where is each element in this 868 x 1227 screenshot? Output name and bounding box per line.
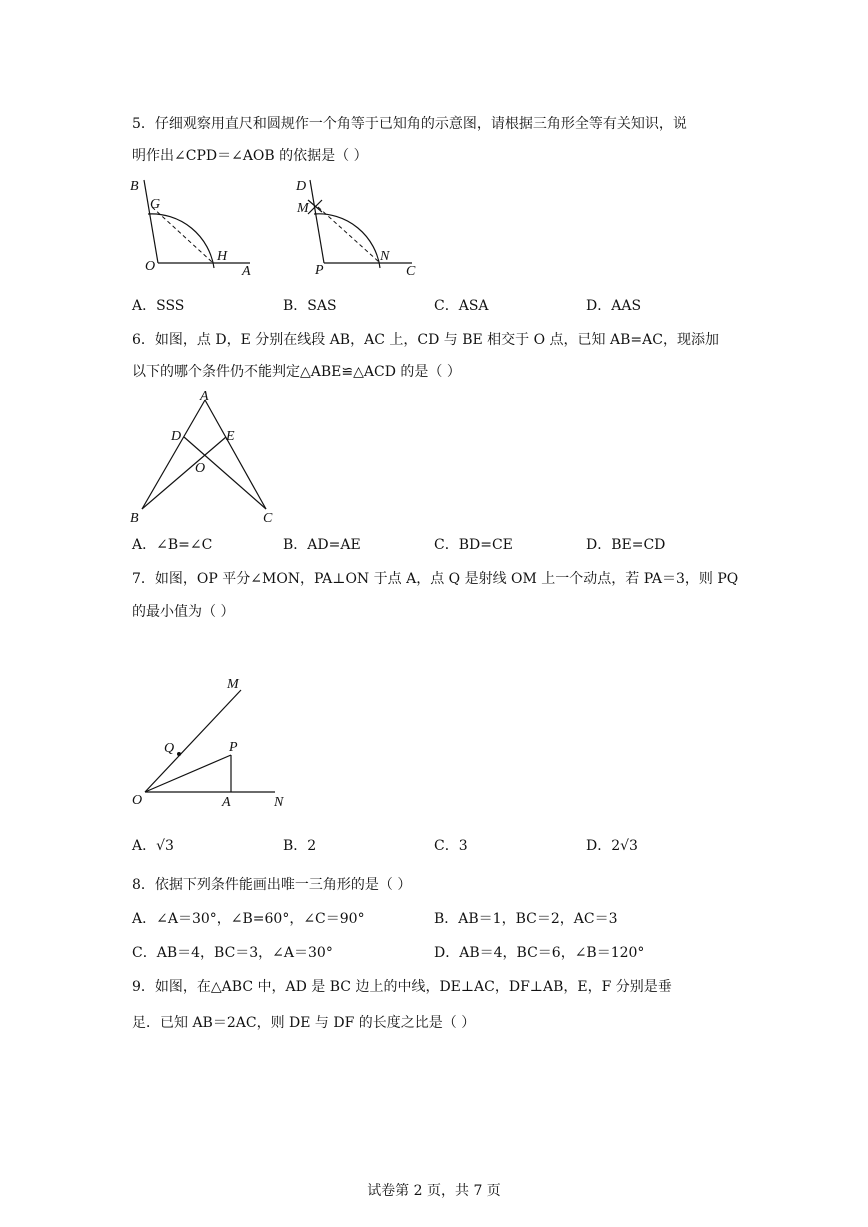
q7-fig-label-a: A	[222, 795, 231, 810]
q7-fig-label-n: N	[274, 795, 284, 810]
q7-option-c[interactable]: C．3	[434, 838, 468, 854]
q9-line2: 足．已知 AB＝2AC，则 DE 与 DF 的长度之比是（ ）	[132, 1015, 476, 1031]
q6-option-c[interactable]: C．BD=CE	[434, 537, 513, 553]
q6-option-b[interactable]: B．AD=AE	[283, 537, 361, 553]
q8-option-a[interactable]: A．∠A＝30°，∠B=60°，∠C＝90°	[132, 911, 365, 927]
q6-fig-label-d: D	[171, 429, 182, 444]
q7-line1: 7．如图，OP 平分∠MON，PA⊥ON 于点 A，点 Q 是射线 OM 上一个动点，若 PA＝3，则 PQ	[132, 571, 739, 587]
q6-line1: 6．如图，点 D，E 分别在线段 AB，AC 上，CD 与 BE 相交于 O 点，已知 AB=AC，现添加	[132, 332, 719, 348]
q7-option-b[interactable]: B．2	[283, 838, 317, 854]
q8-line1: 8．依据下列条件能画出唯一三角形的是（ ）	[132, 877, 412, 893]
q5-line2: 明作出∠CPD＝∠AOB 的依据是（ ）	[132, 148, 368, 164]
q7-option-a[interactable]: A．√3	[132, 838, 174, 854]
q5-option-c[interactable]: C．ASA	[434, 298, 489, 314]
q6-fig-label-o: O	[195, 461, 206, 476]
q8-option-d[interactable]: D．AB＝4，BC＝6，∠B＝120°	[434, 945, 645, 961]
q5-fig2-label-c: C	[406, 264, 416, 279]
q5-figure1	[120, 170, 270, 285]
q7-fig-label-q: Q	[164, 741, 175, 756]
q6-line2: 以下的哪个条件仍不能判定△ABE≌△ACD 的是（ ）	[132, 364, 461, 380]
q6-fig-label-b: B	[130, 511, 139, 526]
q5-fig2-label-d: D	[296, 179, 307, 194]
q5-option-b[interactable]: B．SAS	[283, 298, 337, 314]
q5-fig1-label-b: B	[130, 179, 139, 194]
q6-fig-label-a: A	[200, 389, 209, 404]
q5-figure2	[290, 170, 440, 285]
q6-option-d[interactable]: D．BE=CD	[586, 537, 666, 553]
q5-fig2-label-n: N	[380, 249, 390, 264]
q5-fig2-label-p: P	[315, 263, 324, 278]
q6-fig-label-e: E	[226, 429, 235, 444]
q7-option-d[interactable]: D．2√3	[586, 838, 638, 854]
q8-option-c[interactable]: C．AB＝4，BC＝3，∠A＝30°	[132, 945, 333, 961]
q9-line1: 9．如图，在△ABC 中，AD 是 BC 边上的中线，DE⊥AC，DF⊥AB，E，F 分别是垂	[132, 979, 672, 995]
q5-fig2-label-m: M	[297, 201, 309, 216]
q5-option-a[interactable]: A．SSS	[132, 298, 185, 314]
q6-fig-label-c: C	[263, 511, 273, 526]
q5-option-d[interactable]: D．AAS	[586, 298, 642, 314]
q6-figure	[125, 385, 285, 530]
q5-line1: 5．仔细观察用直尺和圆规作一个角等于已知角的示意图，请根据三角形全等有关知识，说	[132, 116, 687, 132]
q5-fig1-label-g: G	[150, 197, 161, 212]
q7-line2: 的最小值为（ ）	[132, 604, 235, 620]
q6-option-a[interactable]: A．∠B=∠C	[132, 537, 213, 553]
q5-fig1-label-o: O	[145, 259, 156, 274]
q5-fig1-label-h: H	[217, 249, 228, 264]
page-footer: 试卷第 2 页，共 7 页	[367, 1183, 501, 1199]
q7-figure	[125, 668, 295, 813]
q5-fig1-label-a: A	[242, 264, 251, 279]
q7-fig-label-o: O	[132, 793, 143, 808]
q7-fig-label-p: P	[229, 740, 238, 755]
q7-fig-label-m: M	[227, 677, 239, 692]
q8-option-b[interactable]: B．AB＝1，BC＝2，AC＝3	[434, 911, 618, 927]
